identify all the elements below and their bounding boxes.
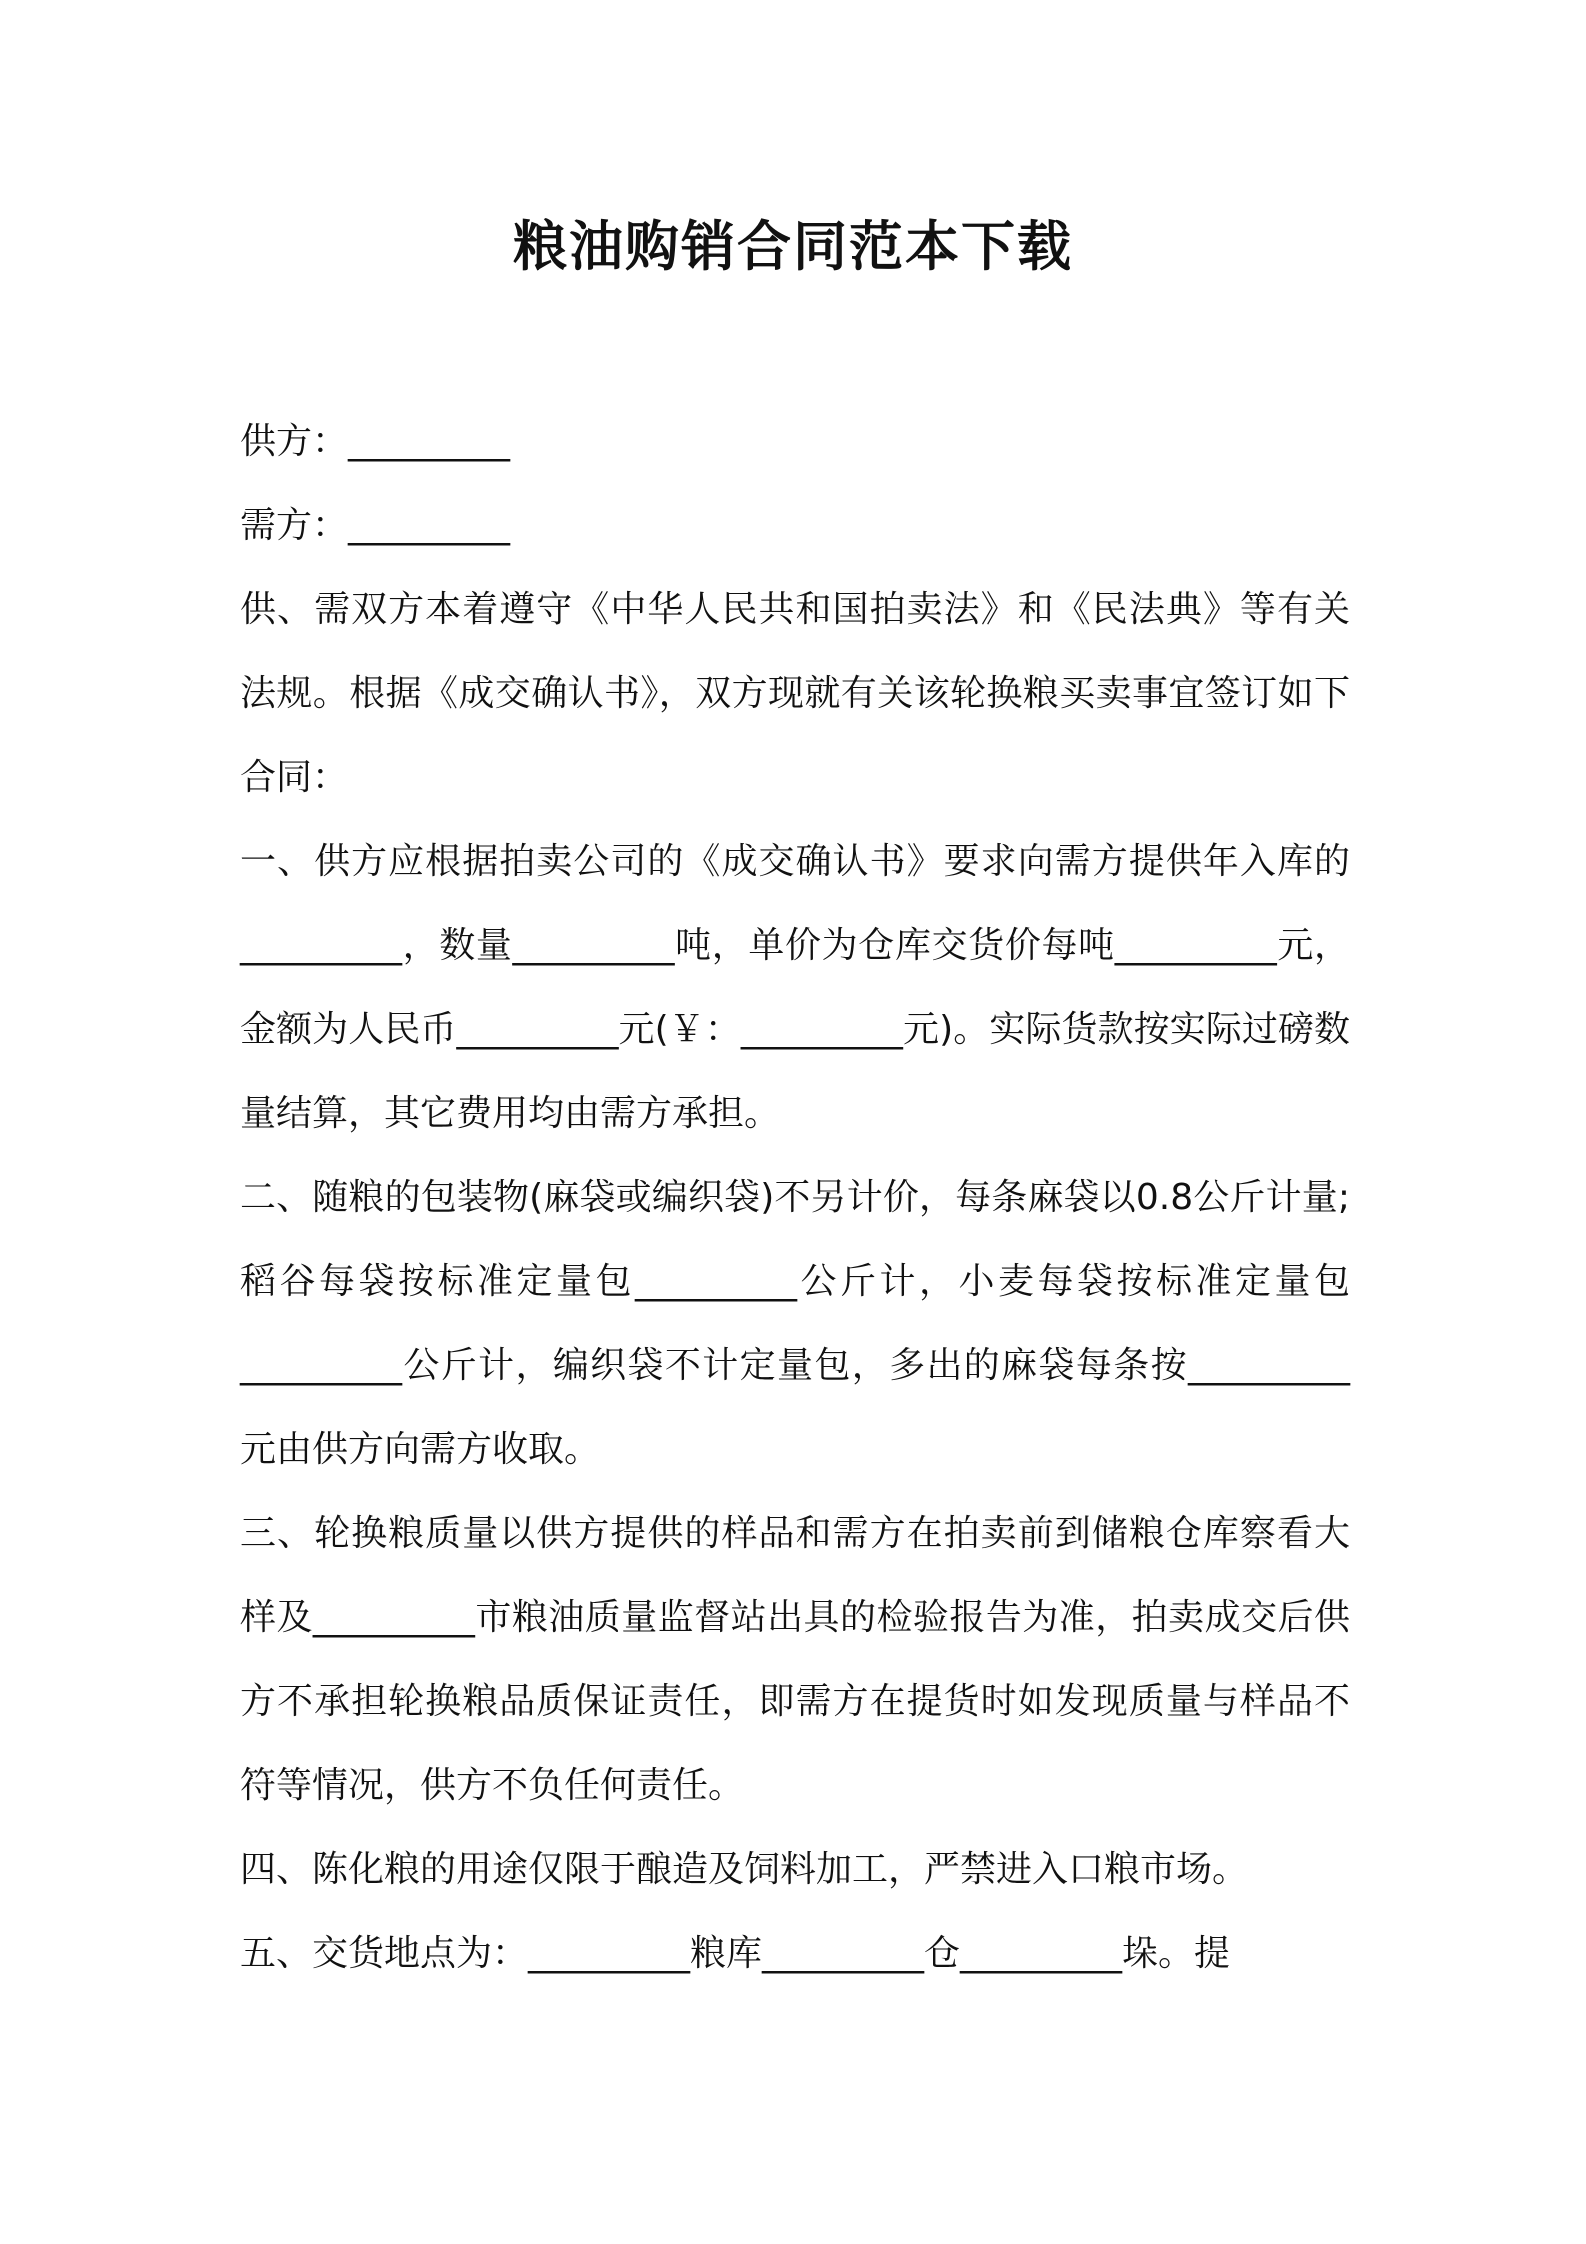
buyer-line: 需方：_________ <box>240 505 511 546</box>
supplier-line: 供方：_________ <box>240 421 511 462</box>
document-body <box>240 400 1350 1996</box>
preamble-paragraph: 供、需双方本着遵守《中华人民共和国拍卖法》和《民法典》等有关法规。根据《成交确认书》，双方现就有关该轮换粮买卖事宜签订如下合同： <box>240 589 1350 798</box>
clause-1-paragraph: 一、供方应根据拍卖公司的《成交确认书》要求向需方提供年入库的_________，数量_________吨，单价为仓库交货价每吨_________元，金额为人民币_________元(￥：_________元)。实际货款按实际过磅数量结算，其它费用均由需方承担。 <box>240 841 1350 1134</box>
clause-2-paragraph: 二、随粮的包装物(麻袋或编织袋)不另计价，每条麻袋以0.8公斤计量;稻谷每袋按标准定量包_________公斤计，小麦每袋按标准定量包_________公斤计，编织袋不计定量包，多出的麻袋每条按_________元由供方向需方收取。 <box>240 1177 1350 1470</box>
clause-3-paragraph: 三、轮换粮质量以供方提供的样品和需方在拍卖前到储粮仓库察看大样及_________市粮油质量监督站出具的检验报告为准，拍卖成交后供方不承担轮换粮品质保证责任，即需方在提货时如发现质量与样品不符等情况，供方不负任何责任。 <box>240 1513 1350 1806</box>
clause-4-paragraph: 四、陈化粮的用途仅限于酿造及饲料加工，严禁进入口粮市场。 <box>240 1849 1249 1890</box>
clause-5-paragraph: 五、交货地点为：_________粮库_________仓_________垛。提 <box>240 1933 1231 1974</box>
document-title: 粮油购销合同范本下载 <box>513 215 1073 278</box>
